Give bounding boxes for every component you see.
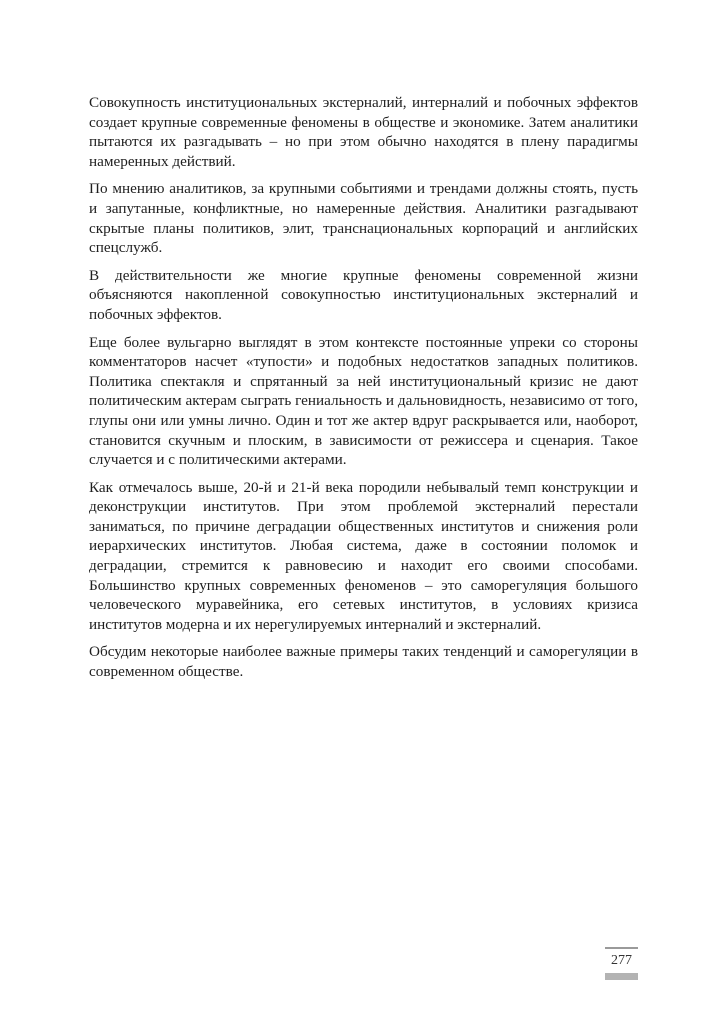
paragraph-4: Еще более вульгарно выглядят в этом контексте постоянные упреки со стороны комментаторов насчет «тупости» и подобных недостатков западных политиков. Политика спектакля и спрятанный за ней институциональный кризис не дают политическим актерам сыграть гениальность и дальновидность, независимо от того, глупы они или умны лично. Один и тот же актер вдруг раскрывается или, наоборот, становится скучным и плоским, в зависимости от режиссера и сценария. Такое случается и с политическими актерами. xyxy=(89,333,638,469)
page-number-bar xyxy=(605,973,638,980)
paragraph-1: Совокупность институциональных экстерналий, интерналий и побочных эффектов создает крупные современные феномены в обществе и экономике. Затем аналитики пытаются их разгадывать – но при этом обычно находятся в плену парадигмы намеренных действий. xyxy=(89,94,638,170)
page-number-rule xyxy=(605,947,638,949)
paragraph-6: Обсудим некоторые наиболее важные примеры таких тенденций и саморегуляции в современном обществе. xyxy=(89,643,638,681)
paragraph-2: По мнению аналитиков, за крупными событиями и трендами должны стоять, пусть и запутанные, конфликтные, но намеренные действия. Аналитики разгадывают скрытые планы политиков, элит, транснациональных корпораций и английских спецслужб. xyxy=(89,180,638,257)
page-number: 277 xyxy=(611,953,632,968)
body-text xyxy=(89,93,638,690)
page-number-footer xyxy=(605,947,638,980)
paragraph-5: Как отмечалось выше, 20-й и 21-й века породили небывалый темп конструкции и деконструкции институтов. При этом проблемой экстерналий перестали заниматься, по причине деградации общественных институтов и снижения роли иерархических институтов. Любая система, даже в состоянии поломок и деградации, стремится к равновесию и находит его своими способами. Большинство крупных современных феноменов – это саморегуляция большого человеческого муравейника, его сетевых институтов, в условиях кризиса институтов модерна и их нерегулируемых интерналий и экстерналий. xyxy=(89,478,638,633)
paragraph-3: В действительности же многие крупные феномены современной жизни объясняются накопленной совокупностью институциональных экстерналий и побочных эффектов. xyxy=(89,266,638,323)
